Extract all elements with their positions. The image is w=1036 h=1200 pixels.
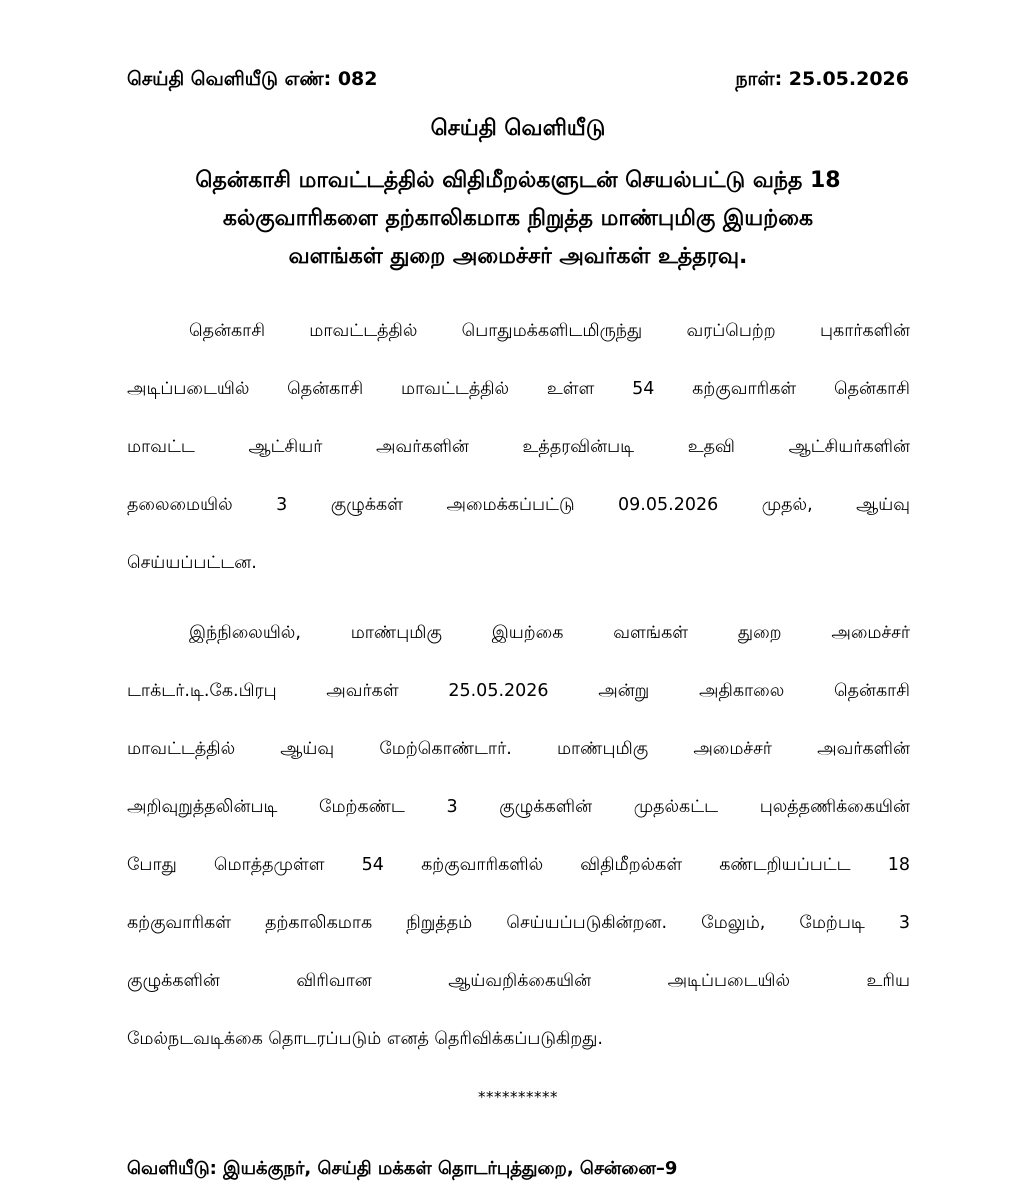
- paragraph-line: இந்நிலையில், மாண்புமிகு இயற்கை வளங்கள் துறை அமைச்சர்: [189, 623, 910, 643]
- release-date: நாள்: 25.05.2026: [735, 68, 909, 90]
- header-row: [127, 66, 909, 92]
- paragraph-2: [127, 604, 910, 1068]
- paragraph-line: குழுக்களின் விரிவான ஆய்வறிக்கையின் அடிப்படையில் உரிய: [127, 971, 910, 991]
- document-subject: [150, 162, 886, 276]
- release-number: செய்தி வெளியீடு எண்: 082: [127, 68, 378, 90]
- paragraph-line: அறிவுறுத்தலின்படி மேற்கண்ட 3 குழுக்களின் முதல்கட்ட புலத்தணிக்கையின்: [127, 797, 910, 817]
- subject-line: கல்குவாரிகளை தற்காலிகமாக நிறுத்த மாண்புமிகு இயற்கை: [222, 206, 814, 231]
- paragraph-line: அடிப்படையில் தென்காசி மாவட்டத்தில் உள்ள 54 கற்குவாரிகள் தென்காசி: [127, 379, 910, 399]
- document-heading: செய்தி வெளியீடு: [430, 116, 606, 141]
- paragraph-line: மாவட்டத்தில் ஆய்வு மேற்கொண்டார். மாண்புமிகு அமைச்சர் அவர்களின்: [127, 739, 910, 759]
- paragraph-line: தென்காசி மாவட்டத்தில் பொதுமக்களிடமிருந்து வரப்பெற்ற புகார்களின்: [189, 321, 910, 341]
- paragraph-line: செய்யப்பட்டன.: [127, 553, 257, 573]
- separator-stars: **********: [478, 1088, 558, 1106]
- paragraph-line: மாவட்ட ஆட்சியர் அவர்களின் உத்தரவின்படி உதவி ஆட்சியர்களின்: [127, 437, 910, 457]
- footer-issuer: வெளியீடு: இயக்குநர், செய்தி மக்கள் தொடர்புத்துறை, சென்னை–9: [127, 1158, 678, 1179]
- paragraph-1: [127, 302, 910, 592]
- paragraph-line: போது மொத்தமுள்ள 54 கற்குவாரிகளில் விதிமீறல்கள் கண்டறியப்பட்ட 18: [127, 855, 910, 875]
- subject-line: தென்காசி மாவட்டத்தில் விதிமீறல்களுடன் செயல்பட்டு வந்த 18: [195, 168, 841, 193]
- subject-line: வளங்கள் துறை அமைச்சர் அவர்கள் உத்தரவு.: [288, 244, 748, 269]
- paragraph-line: கற்குவாரிகள் தற்காலிகமாக நிறுத்தம் செய்யப்படுகின்றன. மேலும், மேற்படி 3: [127, 913, 910, 933]
- paragraph-line: தலைமையில் 3 குழுக்கள் அமைக்கப்பட்டு 09.05.2026 முதல், ஆய்வு: [127, 495, 910, 515]
- paragraph-line: மேல்நடவடிக்கை தொடரப்படும் எனத் தெரிவிக்கப்படுகிறது.: [127, 1029, 603, 1049]
- paragraph-line: டாக்டர்.டி.கே.பிரபு அவர்கள் 25.05.2026 அன்று அதிகாலை தென்காசி: [127, 681, 910, 701]
